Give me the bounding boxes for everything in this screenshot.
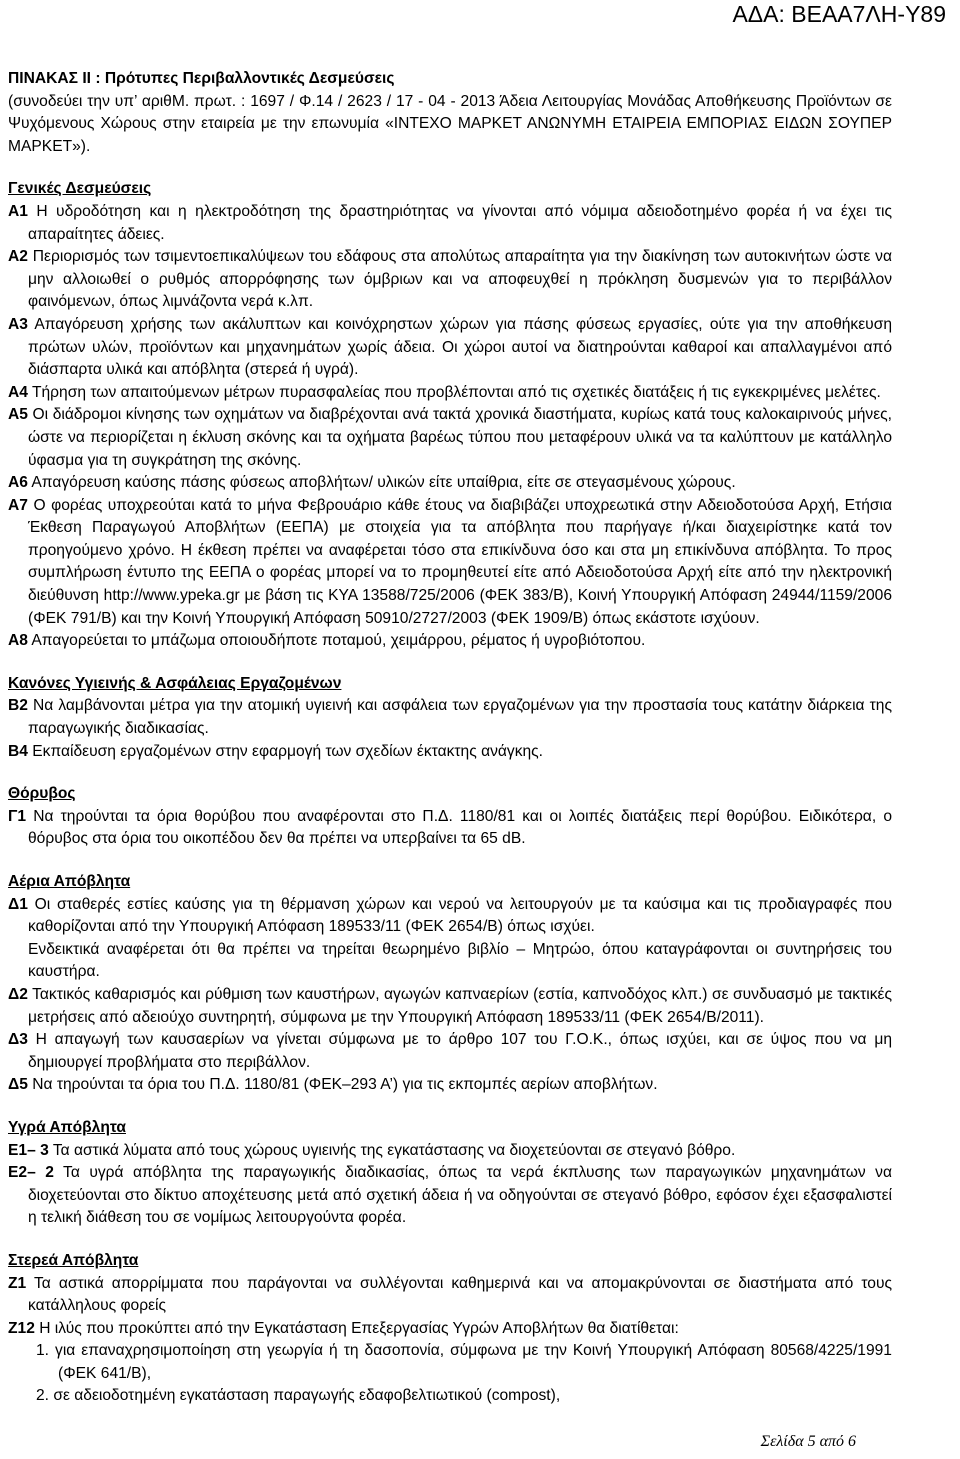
section-heading-liquid: Υγρά Απόβλητα — [8, 1118, 126, 1136]
commitment-item: Β4 Εκπαίδευση εργαζομένων στην εφαρμογή των σχεδίων έκτακτης ανάγκης. — [8, 742, 544, 760]
commitment-item: Α5 Οι διάδρομοι κίνησης των οχημάτων να διαβρέχονται ανά τακτά χρονικά διαστήματα, κυρίως κατά τους καλοκαιρινούς μήνες, ώστε να περιορίζεται η έκλυση σκόνης και τα οχήματα βαρέως τύπου που μεταφέρουν υλικά να τα καλύπτουν με κατάλληλο ύφασμα για τη συγκράτηση της σκόνης. — [8, 406, 892, 469]
commitment-item: Δ5 Να τηρούνται τα όρια του Π.Δ. 1180/81 (ΦΕΚ–293 Α’) για τις εκπομπές αερίων αποβλήτων. — [8, 1076, 658, 1094]
commitment-item: Α6 Απαγόρευση καύσης πάσης φύσεως αποβλήτων/ υλικών είτε υπαίθρια, είτε σε στεγασμένους χώρους. — [8, 474, 736, 492]
commitment-item: Ζ12 Η ιλύς που προκύπτει από την Εγκατάσταση Επεξεργασίας Υγρών Αποβλήτων θα διατίθεται: — [8, 1319, 679, 1337]
commitment-item: Ζ1 Τα αστικά απορρίμματα που παράγονται να συλλέγονται καθημερινά και να απομακρύνονται σε διαστήματα από τους κατάλληλους φορείς — [8, 1274, 892, 1315]
ada-code: ΑΔΑ: ΒΕΑΑ7ΛΗ-Υ89 — [732, 1, 946, 27]
commitment-item: Α7 Ο φορέας υποχρεούται κατά το μήνα Φεβρουάριο κάθε έτους να διαβιβάζει υποχρεωτικά στην Αδειοδοτούσα Αρχή, Ετήσια Έκθεση Παραγωγού Αποβλήτων (ΕΕΠΑ) με στοιχεία για τα απόβλητα που παρήγαγε ή/και διαχειρίστηκε κατά τον προηγούμενο χρόνο. Η έκθεση πρέπει να αναφέρεται τόσο στα επικίνδυνα όσο και στα μη επικίνδυνα απόβλητα. Το προς συμπλήρωση έντυπο της ΕΕΠΑ ο φορέας μπορεί να το προμηθευτεί είτε από Αδειοδοτούσα Αρχή είτε από την ηλεκτρονική διεύθυνση http://www.ypeka.gr με βάση τις ΚΥΑ 13588/725/2006 (ΦΕΚ 383/Β), Κοινή Υπουργική Απόφαση 24944/1159/2006 (ΦΕΚ 791/Β) και την Κοινή Υπουργική Απόφαση 50910/2727/2003 (ΦΕΚ 1909/Β) όπως εκάστοτε ισχύουν. — [8, 496, 892, 627]
section-heading-noise: Θόρυβος — [8, 785, 76, 803]
commitment-item: Δ3 Η απαγωγή των καυσαερίων να γίνεται σύμφωνα με το άρθρο 107 του Γ.Ο.Κ., όπως ισχύει, και σε ύψος που να μη δημιουργεί προβλήματα στο περιβάλλον. — [8, 1031, 892, 1071]
numbered-list-item: 1. για επαναχρησιμοποίηση στη γεωργία ή τη δασοπονία, σύμφωνα με την Κοινή Υπουργική Απόφαση 80568/4225/1991 (ΦΕΚ 641/Β), — [36, 1342, 892, 1382]
section-heading-air: Αέρια Απόβλητα — [8, 873, 131, 890]
commitment-item: Β2 Να λαμβάνονται μέτρα για την ατομική υγιεινή και ασφάλεια των εργαζομένων για την προστασία τους κατάτην διάρκεια της παραγωγικής διαδικασίας. — [8, 697, 892, 738]
commitment-item: Α2 Περιορισμός των τσιμεντοεπικαλύψεων του εδάφους στα απολύτως απαραίτητα για την διακίνηση των αυτοκινήτων ώστε να μην αλλοιωθεί ο ρυθμός απορρόφησης των όμβριων και να αποφευχθεί η πρόκληση δυσμενών για το περιβάλλον φαινόμενων, όπως λιμνάζοντα νερά κ.λπ. — [8, 248, 892, 311]
commitment-item: Γ1 Να τηρούνται τα όρια θορύβου που αναφέρονται στο Π.Δ. 1180/81 και οι λοιπές διατάξεις περί θορύβου. Ειδικότερα, ο θόρυβος στα όρια του οικοπέδου δεν θα πρέπει να υπερβαίνει τα 65 dB. — [8, 807, 892, 848]
commitment-item: Ε1– 3 Τα αστικά λύματα από τους χώρους υγιεινής της εγκατάστασης να διοχετεύονται σε στεγανό βόθρο. — [8, 1141, 736, 1159]
document-title: ΠΙΝΑΚΑΣ ΙΙ : Πρότυπες Περιβαλλοντικές Δεσμεύσεις — [8, 70, 395, 87]
general-items — [8, 201, 892, 653]
section-heading-general: Γενικές Δεσμεύσεις — [8, 180, 152, 198]
page-number: Σελίδα 5 από 6 — [760, 1433, 856, 1450]
commitment-item: Δ1 Οι σταθερές εστίες καύσης για τη θέρμανση χώρων και νερού να λειτουργούν με τα καύσιμα και τις προδιαγραφές που καθορίζονται από την Υπουργική Απόφαση 189533/11 (ΦΕΚ 2654/Β) όπως ισχύει. — [8, 895, 892, 936]
commitment-note: Ενδεικτικά αναφέρεται ότι θα πρέπει να τηρείται θεωρημένο βιβλίο – Μητρώο, όπου καταγράφονται οι συντηρήσεις του καυστήρα. — [28, 940, 892, 981]
commitment-item: Δ2 Τακτικός καθαρισμός και ρύθμιση των καυστήρων, αγωγών καπναερίων (εστία, καπνοδόχος κλπ.) σε συνδυασμό με τακτικές μετρήσεις από αδειούχο συντηρητή, σύμφωνα με την Υπουργική Απόφαση 189533/11 (ΦΕΚ 2654/Β/2011). — [8, 985, 892, 1026]
document-body — [8, 68, 892, 1408]
numbered-list-item: 2. σε αδειοδοτημένη εγκατάσταση παραγωγής εδαφοβελτιωτικού (compost), — [36, 1387, 561, 1405]
commitment-item: Α4 Τήρηση των απαιτούμενων μέτρων πυρασφαλείας που προβλέπονται από τις σχετικές διατάξεις ή τις εγκεκριμένες μελέτες. — [8, 383, 881, 401]
document-intro: (συνοδεύει την υπ’ αριθΜ. πρωτ. : 1697 / Φ.14 / 2623 / 17 - 04 - 2013 Άδεια Λειτουργίας Μονάδας Αποθήκευσης Προϊόντων σε Ψυχόμενους Χώρους στην εταιρεία με την επωνυμία «ΙΝΤΕΧΟ ΜΑΡΚΕΤ ΑΝΩΝΥΜΗ ΕΤΑΙΡΕΙΑ ΕΜΠΟΡΙΑΣ ΕΙΔΩΝ ΣΟΥΠΕΡ ΜΑΡΚΕΤ»). — [8, 92, 892, 155]
commitment-item: Ε2– 2 Τα υγρά απόβλητα της παραγωγικής διαδικασίας, όπως τα νερά έκπλυσης των παραγωγικών μηχανημάτων να διοχετεύονται στο δίκτυο αποχέτευσης μετά από σχετική άδεια ή να οδηγούνται σε στεγανό βόθρο, εφόσον έχει εξασφαλιστεί η τελική διάθεση του σε νομίμως λειτουργούντα φορέα. — [8, 1164, 892, 1227]
commitment-item: Α1 Η υδροδότηση και η ηλεκτροδότηση της δραστηριότητας να γίνονται από νόμιμα αδειοδοτημένο φορέα ή να έχει τις απαραίτητες άδειες. — [8, 202, 892, 243]
commitment-item: Α8 Απαγορεύεται το μπάζωμα οποιουδήποτε ποταμού, χειμάρρου, ρέματος ή υγροβιότοπου. — [8, 632, 646, 650]
section-heading-hygiene: Κανόνες Υγιεινής & Ασφάλειας Εργαζομένων — [8, 674, 342, 692]
commitment-item: Α3 Απαγόρευση χρήσης των ακάλυπτων και κοινόχρηστων χώρων για πάσης φύσεως εργασίες, ούτε για την αποθήκευση πρώτων υλών, προϊόντων και μηχανημάτων χωρίς άδεια. Οι χώροι αυτοί να διατηρούνται καθαροί και απαλλαγμένοι από διάσπαρτα υλικά και απόβλητα (στερεά ή υγρά). — [8, 315, 892, 379]
section-heading-solid: Στερεά Απόβλητα — [8, 1251, 139, 1269]
